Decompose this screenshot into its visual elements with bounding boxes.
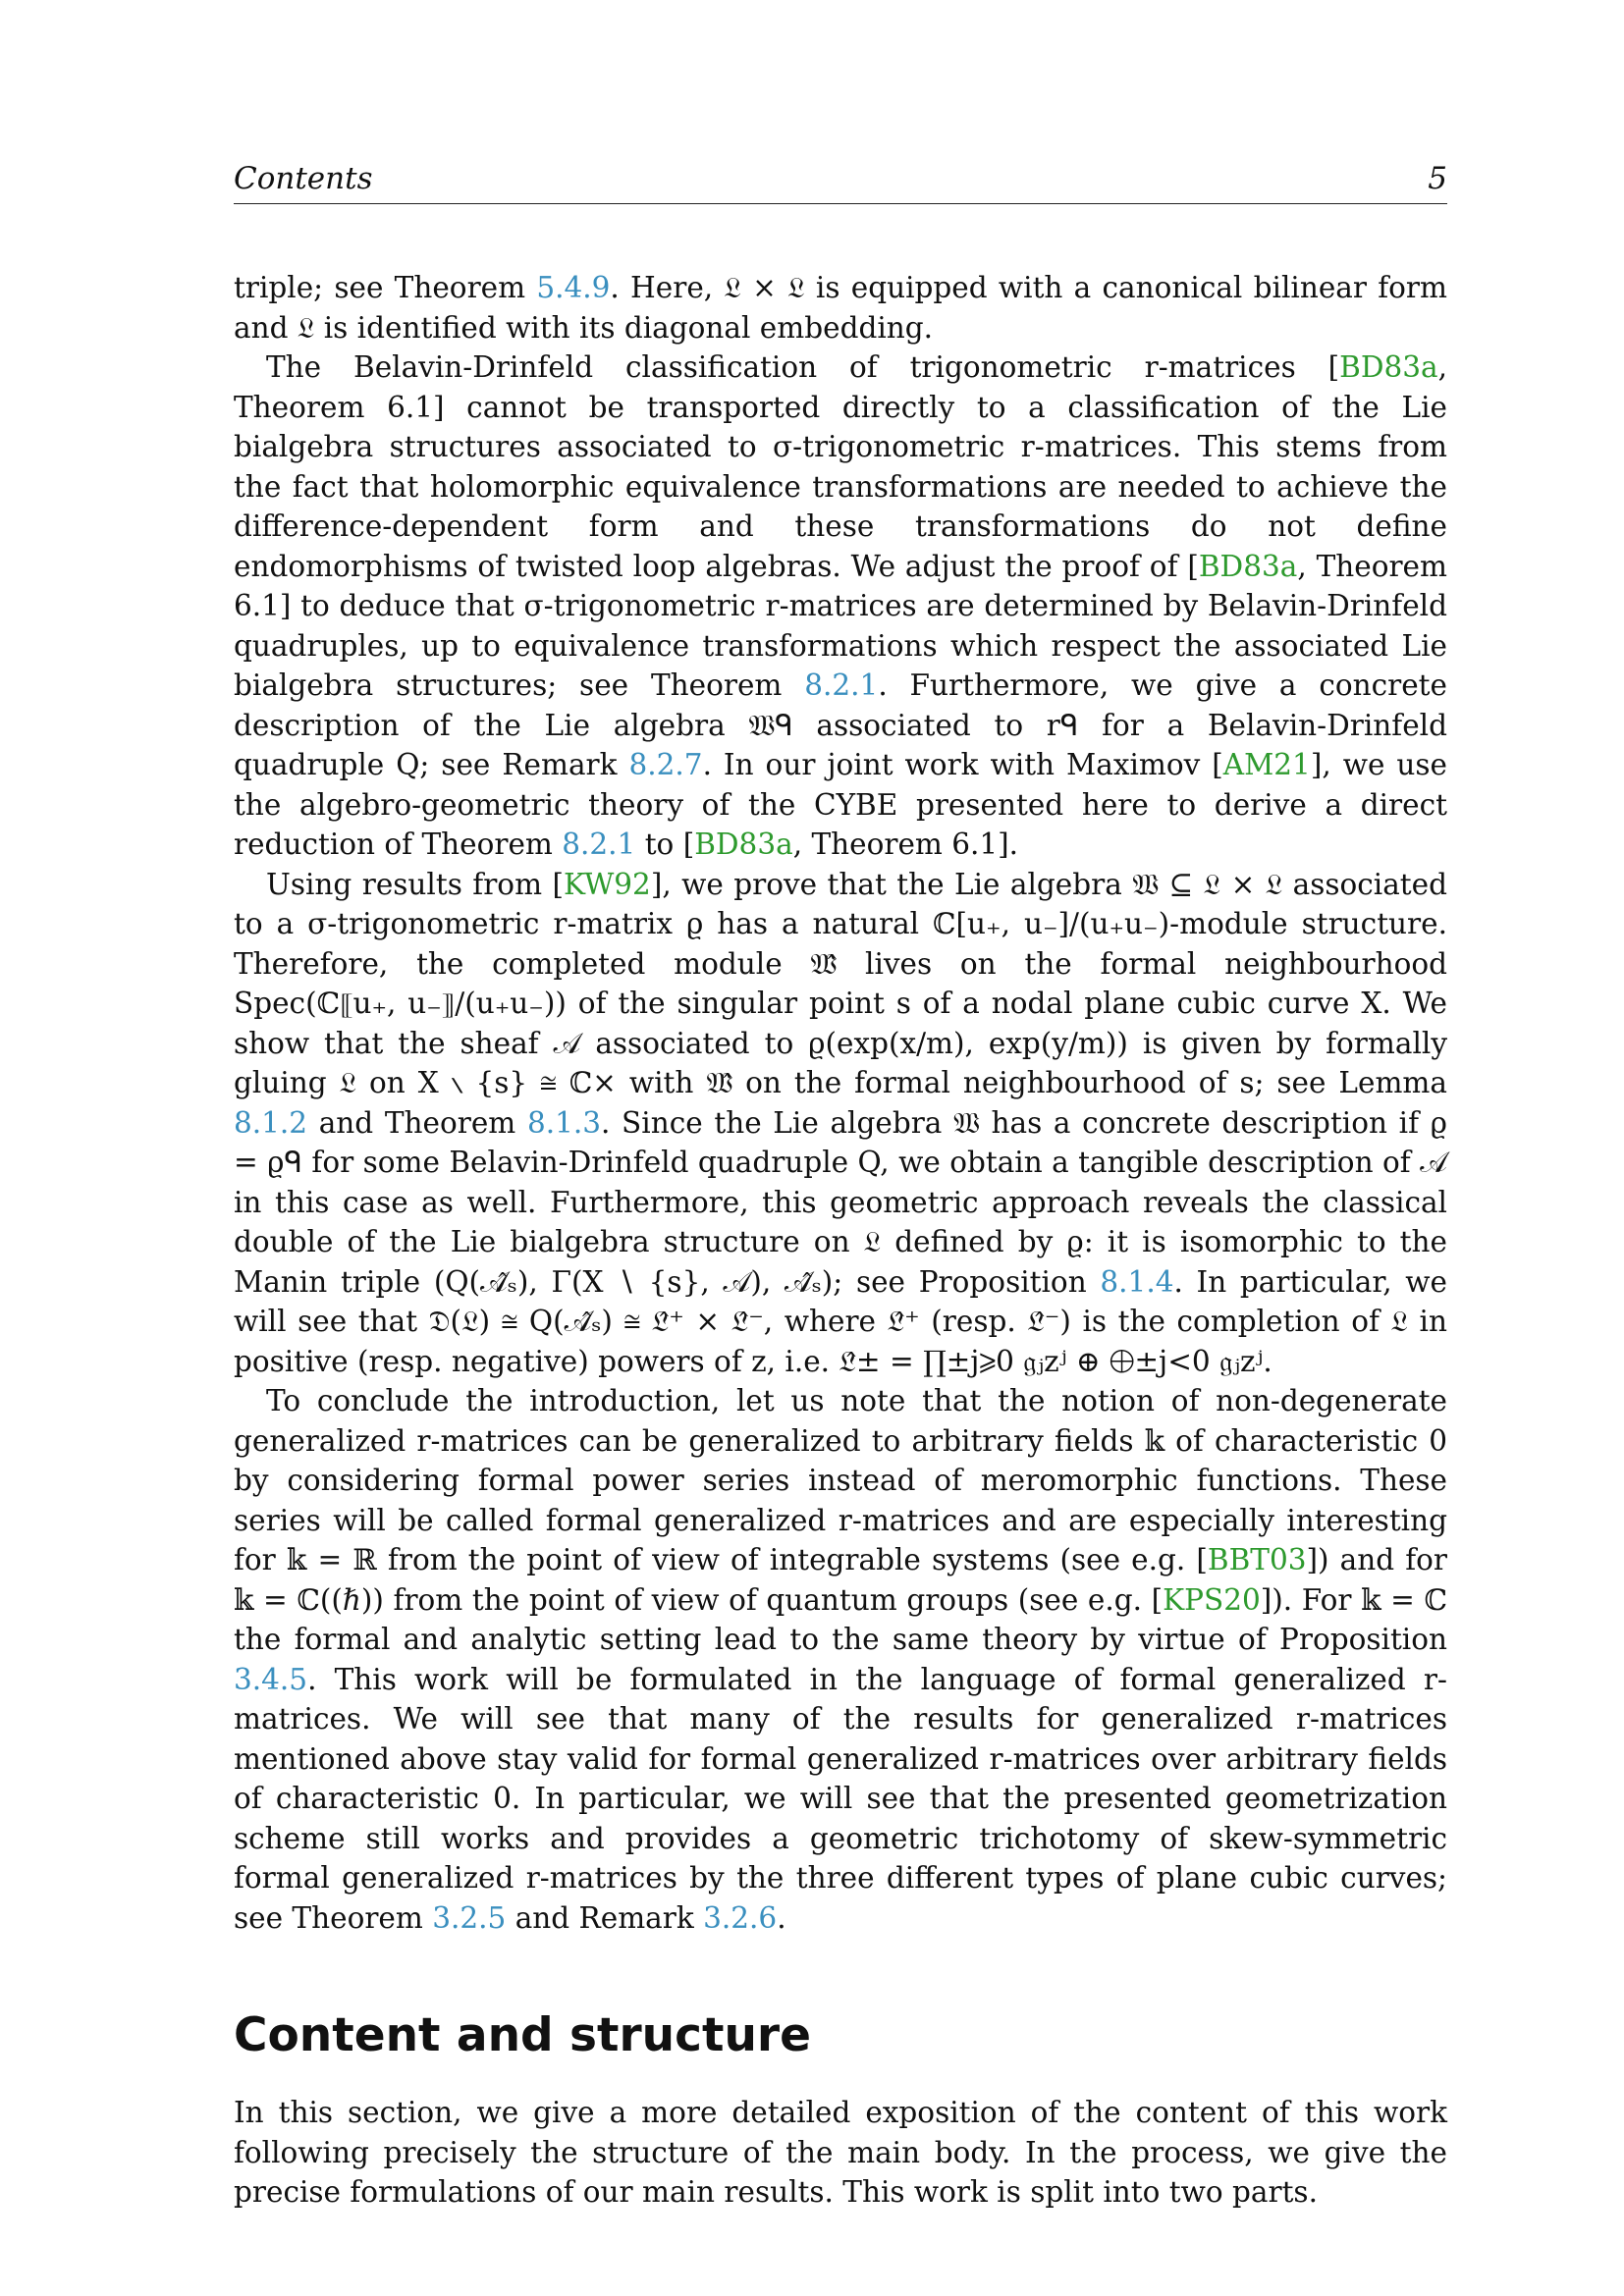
- theorem-link[interactable]: 8.1.3: [526, 1105, 602, 1140]
- theorem-link[interactable]: 8.2.1: [804, 668, 879, 702]
- section-heading: Content and structure: [234, 2008, 811, 2062]
- proposition-link[interactable]: 3.4.5: [234, 1662, 308, 1696]
- text-run: and Theorem: [307, 1105, 527, 1140]
- running-title: Contents: [234, 161, 373, 196]
- page-number: 5: [1428, 161, 1447, 196]
- text-run: The Belavin-Drinfeld classification of trigonometric r-matrices [: [266, 350, 1340, 384]
- paragraph-3: [234, 865, 1447, 1382]
- citation-link[interactable]: BBT03: [1207, 1543, 1307, 1576]
- citation-link[interactable]: AM21: [1222, 748, 1311, 781]
- main-text: [234, 268, 1447, 2213]
- citation-link[interactable]: BD83a: [1339, 350, 1438, 384]
- remark-link[interactable]: 8.2.7: [628, 748, 703, 781]
- proposition-link[interactable]: 8.1.4: [1100, 1264, 1174, 1299]
- citation-link[interactable]: KPS20: [1163, 1582, 1261, 1617]
- text-run: . Here, 𝔏 × 𝔏 is equipped with a canonical bilinear form and 𝔏 is identified with its diagonal embedding.: [234, 271, 1447, 345]
- paragraph-2: [234, 347, 1447, 865]
- section-paragraph: In this section, we give a more detailed exposition of the content of this work following precisely the structure of the main body. In the process, we give the precise formulations of our main results. This work is split into two parts.: [234, 2096, 1447, 2209]
- text-run: ]). For 𝕜 = ℂ the formal and analytic setting lead to the same theory by virtue of Proposition: [234, 1582, 1447, 1656]
- text-run: . In our joint work with Maximov [: [702, 748, 1223, 781]
- theorem-link[interactable]: 3.2.5: [432, 1900, 507, 1935]
- citation-link[interactable]: KW92: [563, 867, 651, 901]
- remark-link[interactable]: 3.2.6: [703, 1900, 778, 1935]
- text-run: . Since the Lie algebra 𝔚 has a concrete description if ϱ = ϱᑫ for some Belavin-Drinfeld quadruple Q, we obtain a tangible description of 𝒜 in this case as well. Furthermore, this geometric approach reveals the classical double of the Lie bialgebra structure on 𝔏 defined by ϱ: it is isomorphic to the Manin triple (Q(𝒜̂ₛ), Γ(X ∖ {s}, 𝒜), 𝒜̂ₛ); see Proposition: [234, 1105, 1448, 1299]
- text-run: . This work will be formulated in the language of formal generalized r-matrices. We will see that many of the results for generalized r-matrices mentioned above stay valid for formal generalized r-matrices over arbitrary fields of characteristic 0. In particular, we will see that the presented geometrization scheme still works and provides a geometric trichotomy of skew-symmetric formal generalized r-matrices by the three different types of plane cubic curves; see Theorem: [234, 1662, 1447, 1935]
- text-run: , Theorem 6.1] cannot be transported directly to a classification of the Lie bialgebra structures associated to σ-trigonometric r-matrices. This stems from the fact that holomorphic equivalence transformations are needed to achieve the difference-dependent form and these transformations do not define endomorphisms of twisted loop algebras. We adjust the proof of [: [234, 350, 1447, 583]
- theorem-link[interactable]: 5.4.9: [536, 271, 611, 304]
- page: [234, 162, 1447, 2213]
- lemma-link[interactable]: 8.1.2: [234, 1105, 308, 1140]
- text-run: ], we use the algebro-geometric theory of the CYBE presented here to derive a direct reduction of Theorem: [234, 748, 1447, 861]
- theorem-link[interactable]: 8.2.1: [562, 828, 636, 861]
- text-run: , Theorem 6.1].: [792, 828, 1019, 861]
- running-header: [234, 162, 1447, 204]
- text-run: Using results from [: [266, 867, 564, 901]
- text-run: to [: [635, 828, 695, 861]
- text-run: ]) and for 𝕜 = ℂ((ℏ)) from the point of view of quantum groups (see e.g. [: [234, 1543, 1447, 1617]
- text-run: and Remark: [506, 1900, 704, 1935]
- citation-link[interactable]: BD83a: [1198, 549, 1298, 583]
- text-run: To conclude the introduction, let us note that the notion of non-degenerate generalized r-matrices can be generalized to arbitrary fields 𝕜 of characteristic 0 by considering formal power series instead of meromorphic functions. These series will be called formal generalized r-matrices and are especially interesting for 𝕜 = ℝ from the point of view of integrable systems (see e.g. [: [234, 1384, 1447, 1576]
- text-run: . In particular, we will see that 𝔇(𝔏) ≅ Q(𝒜̂ₛ) ≅ 𝔏̂⁺ × 𝔏̂⁻, where 𝔏̂⁺ (resp. 𝔏̂⁻) is the completion of 𝔏 in positive (resp. negative) powers of z, i.e. 𝔏̂± = ∏±j⩾0 𝔤ⱼzʲ ⊕ ⨁±j<0 𝔤ⱼzʲ.: [234, 1264, 1447, 1378]
- text-run: . Furthermore, we give a concrete description of the Lie algebra 𝔚ᑫ associated to rᑫ for a Belavin-Drinfeld quadruple Q; see Remark: [234, 668, 1447, 781]
- text-run: .: [777, 1900, 786, 1935]
- text-run: , Theorem 6.1] to deduce that σ-trigonometric r-matrices are determined by Belavin-Drinfeld quadruples, up to equivalence transformations which respect the associated Lie bialgebra structures; see Theorem: [234, 549, 1447, 702]
- text-run: triple; see Theorem: [234, 271, 537, 304]
- paragraph-1: [234, 268, 1447, 347]
- text-run: ], we prove that the Lie algebra 𝔚 ⊆ 𝔏 × 𝔏 associated to a σ-trigonometric r-matrix ϱ has a natural ℂ[u₊, u₋]/(u₊u₋)-module structure. Therefore, the completed module 𝔚̂ lives on the formal neighbourhood Spec(ℂ⟦u₊, u₋⟧/(u₊u₋)) of the singular point s of a nodal plane cubic curve X. We show that the sheaf 𝒜 associated to ϱ(exp(x/m), exp(y/m)) is given by formally gluing 𝔏 on X ∖ {s} ≅ ℂ× with 𝔚̂ on the formal neighbourhood of s; see Lemma: [234, 867, 1447, 1099]
- citation-link[interactable]: BD83a: [694, 828, 793, 861]
- paragraph-4: [234, 1381, 1447, 1938]
